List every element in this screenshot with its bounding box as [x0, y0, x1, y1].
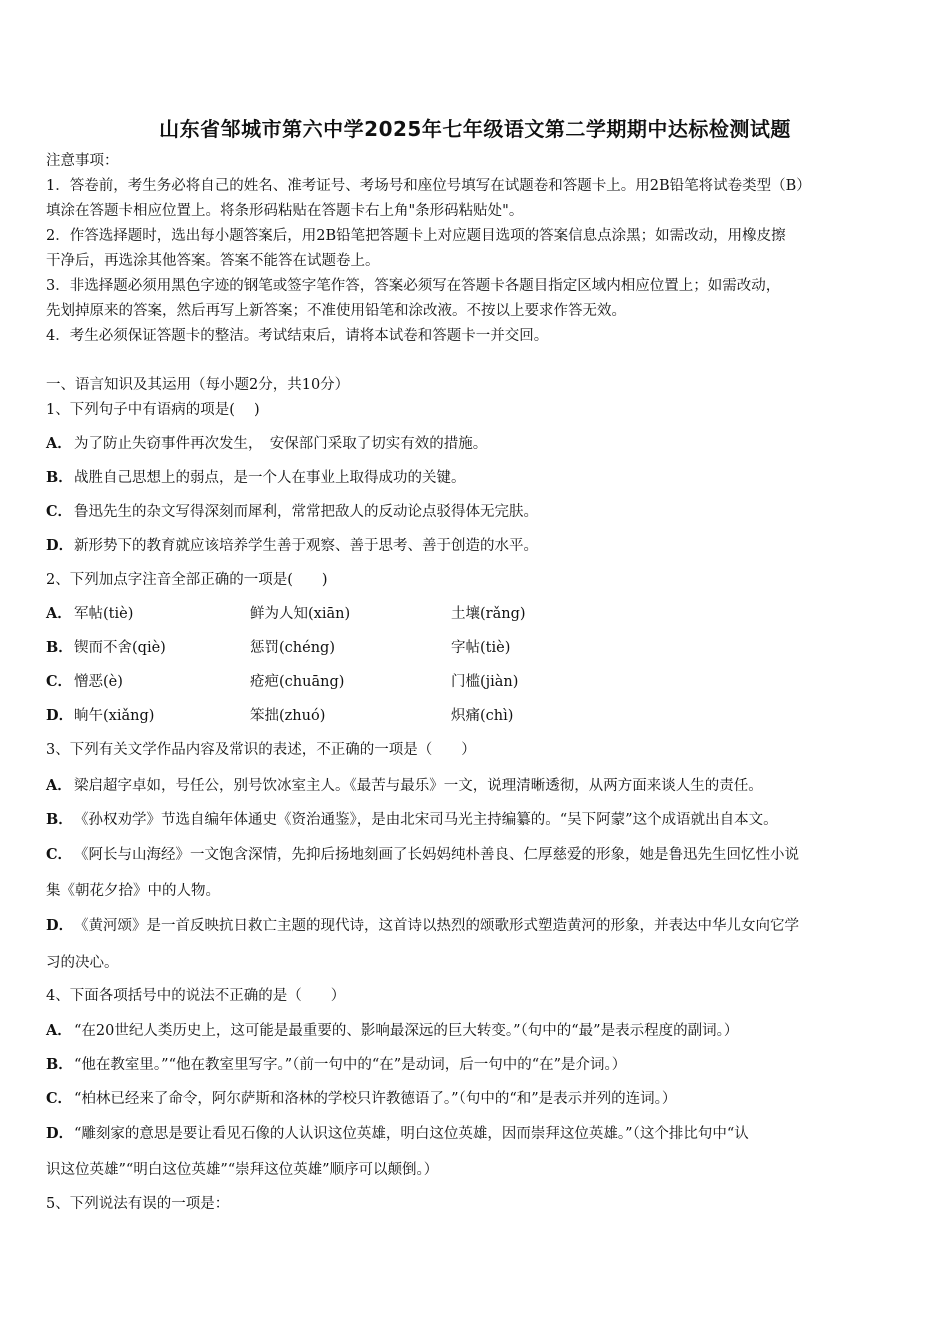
option-text: “雕刻家的意思是要让看见石像的人认识这位英雄，明白这位英雄，因而崇拜这位英雄。”（这个排比句中“认: [74, 1126, 749, 1142]
option-item: 笨拙(zhuó): [250, 708, 326, 724]
question-stem: 1、下列句子中有语病的项是( ): [46, 402, 260, 418]
option-text: 为了防止失窃事件再次发生， 安保部门采取了切实有效的措施。: [74, 436, 488, 452]
notice-line: 3．非选择题必须用黑色字迹的钢笔或签字笔作答，答案必须写在答题卡各题目指定区域内相应位置上；如需改动，: [46, 278, 781, 294]
option-c: [46, 502, 538, 522]
option-b: [46, 638, 166, 658]
notice-line: 干净后，再选涂其他答案。答案不能答在试题卷上。: [46, 253, 380, 269]
notice-line: 4．考生必须保证答题卡的整洁。考试结束后，请将本试卷和答题卡一并交回。: [46, 328, 549, 344]
option-label: D．: [46, 1125, 74, 1142]
option-item: 军帖(tiè): [74, 606, 134, 622]
option-label: A．: [46, 1022, 72, 1039]
option-label: D．: [46, 537, 74, 554]
option-label: B．: [46, 639, 73, 656]
option-b: [46, 468, 466, 488]
option-item: 惩罚(chéng): [250, 640, 335, 656]
option-d: [46, 706, 154, 726]
option-text-continued: 集《朝花夕拾》中的人物。: [46, 883, 220, 899]
option-item: 鲜为人知(xiān): [250, 606, 351, 622]
option-b: [46, 810, 778, 830]
option-text: 新形势下的教育就应该培养学生善于观察、善于思考、善于创造的水平。: [74, 538, 538, 554]
notice-line: 1．答卷前，考生务必将自己的姓名、准考证号、考场号和座位号填写在试题卷和答题卡上。用2B铅笔将试卷类型（B）: [46, 178, 811, 194]
option-text: 《黄河颂》是一首反映抗日救亡主题的现代诗，这首诗以热烈的颂歌形式塑造黄河的形象，并表达中华儿女向它学: [74, 918, 799, 934]
option-a: [46, 604, 133, 624]
option-a: [46, 776, 763, 796]
option-d: [46, 1124, 749, 1144]
option-text-continued: 习的决心。: [46, 955, 119, 971]
option-item: 晌午(xiǎng): [74, 708, 155, 724]
option-d: [46, 916, 799, 936]
option-label: A．: [46, 777, 72, 794]
option-text: 《孙权劝学》节选自编年体通史《资治通鉴》，是由北宋司马光主持编纂的。“吴下阿蒙”这个成语就出自本文。: [74, 812, 778, 828]
notice-line: 填涂在答题卡相应位置上。将条形码粘贴在答题卡右上角"条形码粘贴处"。: [46, 203, 524, 219]
option-label: C．: [46, 846, 73, 863]
option-label: C．: [46, 503, 73, 520]
option-text: 鲁迅先生的杂文写得深刻而犀利，常常把敌人的反动论点驳得体无完肤。: [74, 504, 538, 520]
option-label: B．: [46, 811, 73, 828]
option-b: [46, 1055, 626, 1075]
option-d: [46, 536, 538, 556]
option-label: A．: [46, 605, 72, 622]
option-item: 锲而不舍(qiè): [74, 640, 166, 656]
option-c: [46, 672, 123, 692]
option-text: “他在教室里。”“他在教室里写字。”（前一句中的“在”是动词，后一句中的“在”是介词。）: [74, 1057, 627, 1073]
option-item: 门槛(jiàn): [451, 674, 519, 690]
option-label: B．: [46, 1056, 73, 1073]
option-text: 梁启超字卓如，号任公，别号饮冰室主人。《最苦与最乐》一文，说理清晰透彻，从两方面来谈人生的责任。: [74, 778, 763, 794]
notice-heading: 注意事项：: [46, 153, 119, 169]
option-label: C．: [46, 673, 73, 690]
option-label: C．: [46, 1090, 73, 1107]
option-item: 炽痛(chì): [451, 708, 514, 724]
option-text-continued: 识这位英雄”“明白这位英雄”“崇拜这位英雄”顺序可以颠倒。）: [46, 1162, 439, 1178]
option-text: “在20世纪人类历史上，这可能是最重要的、影响最深远的巨大转变。”（句中的“最”是表示程度的副词。）: [74, 1023, 739, 1039]
question-stem: 3、下列有关文学作品内容及常识的表述，不正确的一项是（ ）: [46, 742, 476, 758]
question-stem: 4、下面各项括号中的说法不正确的是（ ）: [46, 988, 346, 1004]
option-c: [46, 845, 799, 865]
question-stem: 5、下列说法有误的一项是：: [46, 1196, 230, 1212]
option-label: D．: [46, 707, 74, 724]
option-a: [46, 434, 487, 454]
option-item: 字帖(tiè): [451, 640, 511, 656]
option-label: B．: [46, 469, 73, 486]
option-a: [46, 1021, 738, 1041]
option-item: 疮疤(chuāng): [250, 674, 345, 690]
option-text: “柏林已经来了命令，阿尔萨斯和洛林的学校只许教德语了。”（句中的“和”是表示并列的连词。）: [74, 1091, 677, 1107]
option-text: 战胜自己思想上的弱点，是一个人在事业上取得成功的关键。: [74, 470, 466, 486]
question-stem: 2、下列加点字注音全部正确的一项是( ): [46, 572, 328, 588]
option-label: A．: [46, 435, 72, 452]
notice-line: 先划掉原来的答案，然后再写上新答案；不准使用铅笔和涂改液。不按以上要求作答无效。: [46, 303, 626, 319]
option-text: 《阿长与山海经》一文饱含深情，先抑后扬地刻画了长妈妈纯朴善良、仁厚慈爱的形象，她是鲁迅先生回忆性小说: [74, 847, 799, 863]
option-item: 土壤(rǎng): [451, 606, 526, 622]
option-item: 憎恶(è): [74, 674, 123, 690]
notice-line: 2．作答选择题时，选出每小题答案后，用2B铅笔把答题卡上对应题目选项的答案信息点涂黑；如需改动，用橡皮擦: [46, 228, 786, 244]
option-c: [46, 1089, 676, 1109]
page-title: 山东省邹城市第六中学2025年七年级语文第二学期期中达标检测试题: [159, 117, 791, 141]
option-label: D．: [46, 917, 74, 934]
section-heading: 一、语言知识及其运用（每小题2分，共10分）: [46, 377, 350, 393]
